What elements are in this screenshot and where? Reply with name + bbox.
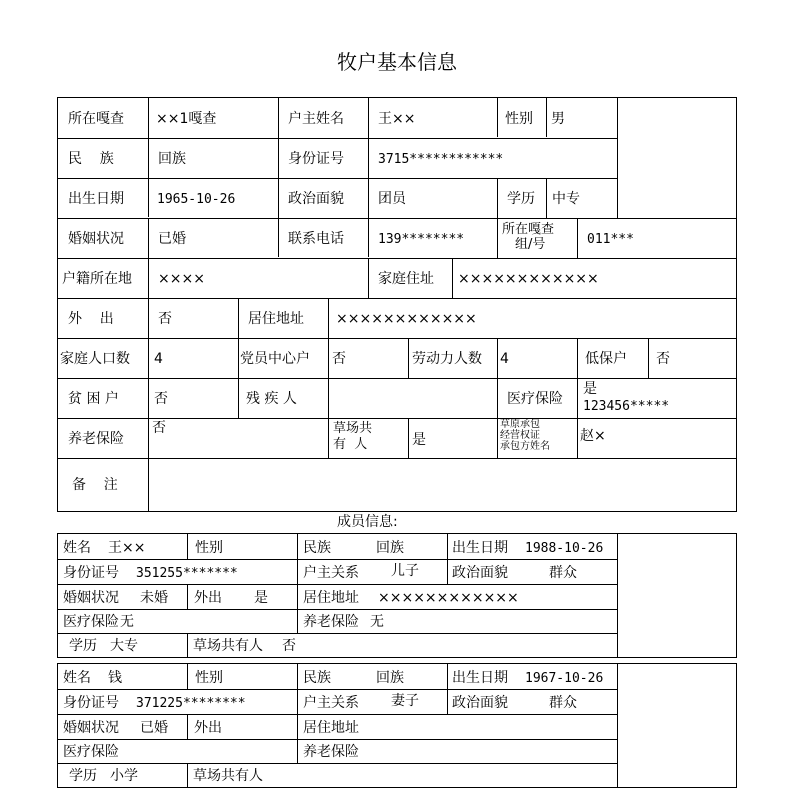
- name-value: 王××: [108, 540, 146, 556]
- disabled-label: 残 疾 人: [246, 391, 297, 407]
- col-line: [148, 458, 149, 512]
- col-line: [238, 298, 239, 338]
- ethnicity-label: 民 族: [68, 151, 114, 167]
- out-label: 外出: [194, 590, 222, 606]
- col-line: [408, 418, 409, 458]
- marital-label: 婚姻状况: [63, 720, 119, 736]
- out-value: 是: [254, 590, 268, 606]
- col-line: [546, 97, 547, 137]
- row-line: [57, 458, 737, 459]
- row-line: [57, 218, 737, 219]
- col-line: [148, 258, 149, 298]
- phone-label: 联系电话: [288, 231, 344, 247]
- birth-label: 出生日期: [452, 670, 508, 686]
- row-line: [57, 378, 737, 379]
- col-line: [577, 218, 578, 258]
- col-line: [497, 178, 498, 258]
- low-income-value: 否: [656, 351, 670, 367]
- row-line: [57, 763, 617, 764]
- col-line: [328, 298, 329, 338]
- col-line: [328, 418, 329, 458]
- village-value: ××1嘎查: [156, 111, 217, 127]
- col-line: [577, 338, 578, 378]
- hukou-label: 户籍所在地: [62, 271, 132, 287]
- party-center-value: 否: [332, 351, 346, 367]
- col-line: [148, 218, 149, 258]
- contract-label-line3: 承包方姓名: [500, 441, 550, 452]
- row-line: [57, 559, 617, 560]
- col-line: [328, 338, 329, 378]
- labor-label: 劳动力人数: [412, 351, 482, 367]
- village-label: 所在嘎查: [68, 111, 124, 127]
- col-line: [187, 763, 188, 788]
- politics-value: 群众: [549, 565, 577, 581]
- marital-value: 已婚: [158, 231, 186, 247]
- ethnicity-value: 回族: [158, 151, 186, 167]
- col-line: [368, 97, 369, 257]
- col-line: [148, 97, 149, 217]
- education-label: 学历: [69, 768, 97, 784]
- col-line: [497, 338, 498, 378]
- contract-label-line1: 草原承包: [500, 419, 540, 430]
- row-line: [57, 584, 617, 585]
- group-label-line1: 所在嘎查: [502, 222, 555, 237]
- col-line: [577, 418, 578, 458]
- home-address-value: ××××××××××××: [458, 271, 599, 287]
- row-line: [57, 689, 617, 690]
- pension-label: 养老保险: [303, 614, 359, 630]
- poor-value: 否: [154, 391, 168, 407]
- labor-value: 4: [500, 351, 509, 367]
- medical-label: 医疗保险: [507, 391, 563, 407]
- ethnicity-value: 回族: [376, 670, 404, 686]
- grassland-value: 是: [412, 432, 426, 448]
- education-value: 中专: [552, 191, 580, 207]
- col-line: [187, 663, 188, 689]
- ethnicity-label: 民族: [303, 670, 331, 686]
- name-label: 姓名: [63, 540, 91, 556]
- birth-label: 出生日期: [68, 191, 124, 207]
- out-value: 否: [158, 311, 172, 327]
- col-line: [617, 533, 618, 658]
- group-value: 011***: [587, 232, 634, 247]
- col-line: [368, 258, 369, 298]
- education-label: 学历: [69, 638, 97, 654]
- contract-value: 赵×: [580, 428, 606, 444]
- out-label: 外出: [194, 720, 222, 736]
- col-line: [148, 418, 149, 458]
- low-income-label: 低保户: [585, 351, 627, 367]
- col-line: [452, 258, 453, 298]
- relation-label: 户主关系: [303, 565, 359, 581]
- col-line: [497, 418, 498, 458]
- col-line: [187, 584, 188, 609]
- medical-value: 无: [120, 614, 134, 630]
- col-line: [238, 338, 239, 378]
- col-line: [148, 378, 149, 418]
- col-line: [447, 663, 448, 714]
- col-line: [148, 338, 149, 378]
- residence-label: 居住地址: [248, 311, 304, 327]
- birth-label: 出生日期: [452, 540, 508, 556]
- marital-label: 婚姻状况: [63, 590, 119, 606]
- education-value: 小学: [110, 768, 138, 784]
- row-line: [57, 609, 617, 610]
- education-label: 学历: [507, 191, 535, 207]
- col-line: [546, 178, 547, 218]
- col-line: [497, 378, 498, 418]
- hukou-value: ××××: [158, 271, 205, 287]
- gender-label: 性别: [195, 540, 223, 556]
- row-line: [57, 138, 617, 139]
- page-title: 牧户基本信息: [337, 50, 457, 74]
- col-line: [297, 533, 298, 633]
- grassland-label: 草场共有人: [193, 768, 263, 784]
- politics-label: 政治面貌: [452, 565, 508, 581]
- marital-value: 已婚: [140, 720, 168, 736]
- id-label: 身份证号: [288, 151, 344, 167]
- id-label: 身份证号: [63, 695, 119, 711]
- politics-value: 团员: [378, 191, 406, 207]
- col-line: [297, 663, 298, 763]
- col-line: [328, 378, 329, 418]
- address-label: 居住地址: [303, 590, 359, 606]
- phone-value: 139********: [378, 232, 465, 247]
- politics-value: 群众: [549, 695, 577, 711]
- head-name-value: 王××: [378, 111, 416, 127]
- gender-label: 性别: [505, 111, 533, 127]
- id-value: 3715************: [378, 152, 504, 167]
- row-line: [57, 633, 617, 634]
- remarks-label: 备 注: [72, 477, 118, 493]
- education-value: 大专: [110, 638, 138, 654]
- gender-value: 男: [551, 111, 565, 127]
- medical-value-line1: 是: [583, 381, 597, 397]
- gender-label: 性别: [195, 670, 223, 686]
- col-line: [187, 633, 188, 658]
- birth-value: 1988-10-26: [525, 541, 604, 556]
- residence-value: ××××××××××××: [336, 311, 477, 327]
- marital-label: 婚姻状况: [68, 231, 124, 247]
- relation-value: 妻子: [391, 693, 419, 709]
- col-line: [187, 533, 188, 559]
- address-label: 居住地址: [303, 720, 359, 736]
- id-value: 371225********: [136, 696, 246, 711]
- row-line: [57, 714, 617, 715]
- pension-label: 养老保险: [68, 431, 124, 447]
- id-value: 351255*******: [136, 566, 238, 581]
- pension-value: 否: [152, 420, 166, 436]
- col-line: [648, 338, 649, 378]
- party-center-label: 党员中心户: [240, 351, 310, 367]
- col-line: [577, 378, 578, 418]
- name-value: 钱: [108, 670, 122, 686]
- relation-value: 儿子: [391, 563, 419, 579]
- poor-label: 贫 困 户: [68, 391, 119, 407]
- grassland-value: 否: [282, 638, 296, 654]
- medical-label: 医疗保险: [63, 744, 119, 760]
- pension-value: 无: [370, 614, 384, 630]
- col-line: [238, 378, 239, 418]
- col-line: [617, 663, 618, 788]
- politics-label: 政治面貌: [288, 191, 344, 207]
- row-line: [57, 739, 617, 740]
- row-line: [57, 298, 737, 299]
- members-heading: 成员信息:: [337, 514, 398, 530]
- relation-label: 户主关系: [303, 695, 359, 711]
- col-line: [148, 298, 149, 338]
- id-label: 身份证号: [63, 565, 119, 581]
- medical-label: 医疗保险: [63, 614, 119, 630]
- birth-value: 1965-10-26: [157, 192, 236, 207]
- row-line: [57, 258, 737, 259]
- population-value: 4: [154, 351, 163, 367]
- politics-label: 政治面貌: [452, 695, 508, 711]
- col-line: [617, 97, 618, 218]
- grassland-label-line2: 有 人: [333, 437, 368, 452]
- col-line: [187, 714, 188, 739]
- pension-label: 养老保险: [303, 744, 359, 760]
- row-line: [57, 178, 617, 179]
- medical-value-line2: 123456*****: [583, 399, 670, 414]
- row-line: [57, 338, 737, 339]
- col-line: [278, 97, 279, 257]
- grassland-label: 草场共有人: [193, 638, 263, 654]
- row-line: [57, 418, 737, 419]
- address-value: ××××××××××××: [378, 590, 519, 606]
- home-address-label: 家庭住址: [378, 271, 434, 287]
- col-line: [447, 533, 448, 584]
- col-line: [497, 97, 498, 137]
- name-label: 姓名: [63, 670, 91, 686]
- birth-value: 1967-10-26: [525, 671, 604, 686]
- ethnicity-label: 民族: [303, 540, 331, 556]
- marital-value: 未婚: [140, 590, 168, 606]
- col-line: [408, 338, 409, 378]
- head-name-label: 户主姓名: [288, 111, 344, 127]
- grassland-label-line1: 草场共: [333, 421, 373, 436]
- population-label: 家庭人口数: [60, 351, 130, 367]
- ethnicity-value: 回族: [376, 540, 404, 556]
- group-label-line2: 组/号: [515, 237, 546, 252]
- contract-label-line2: 经营权证: [500, 430, 540, 441]
- out-label: 外 出: [68, 311, 114, 327]
